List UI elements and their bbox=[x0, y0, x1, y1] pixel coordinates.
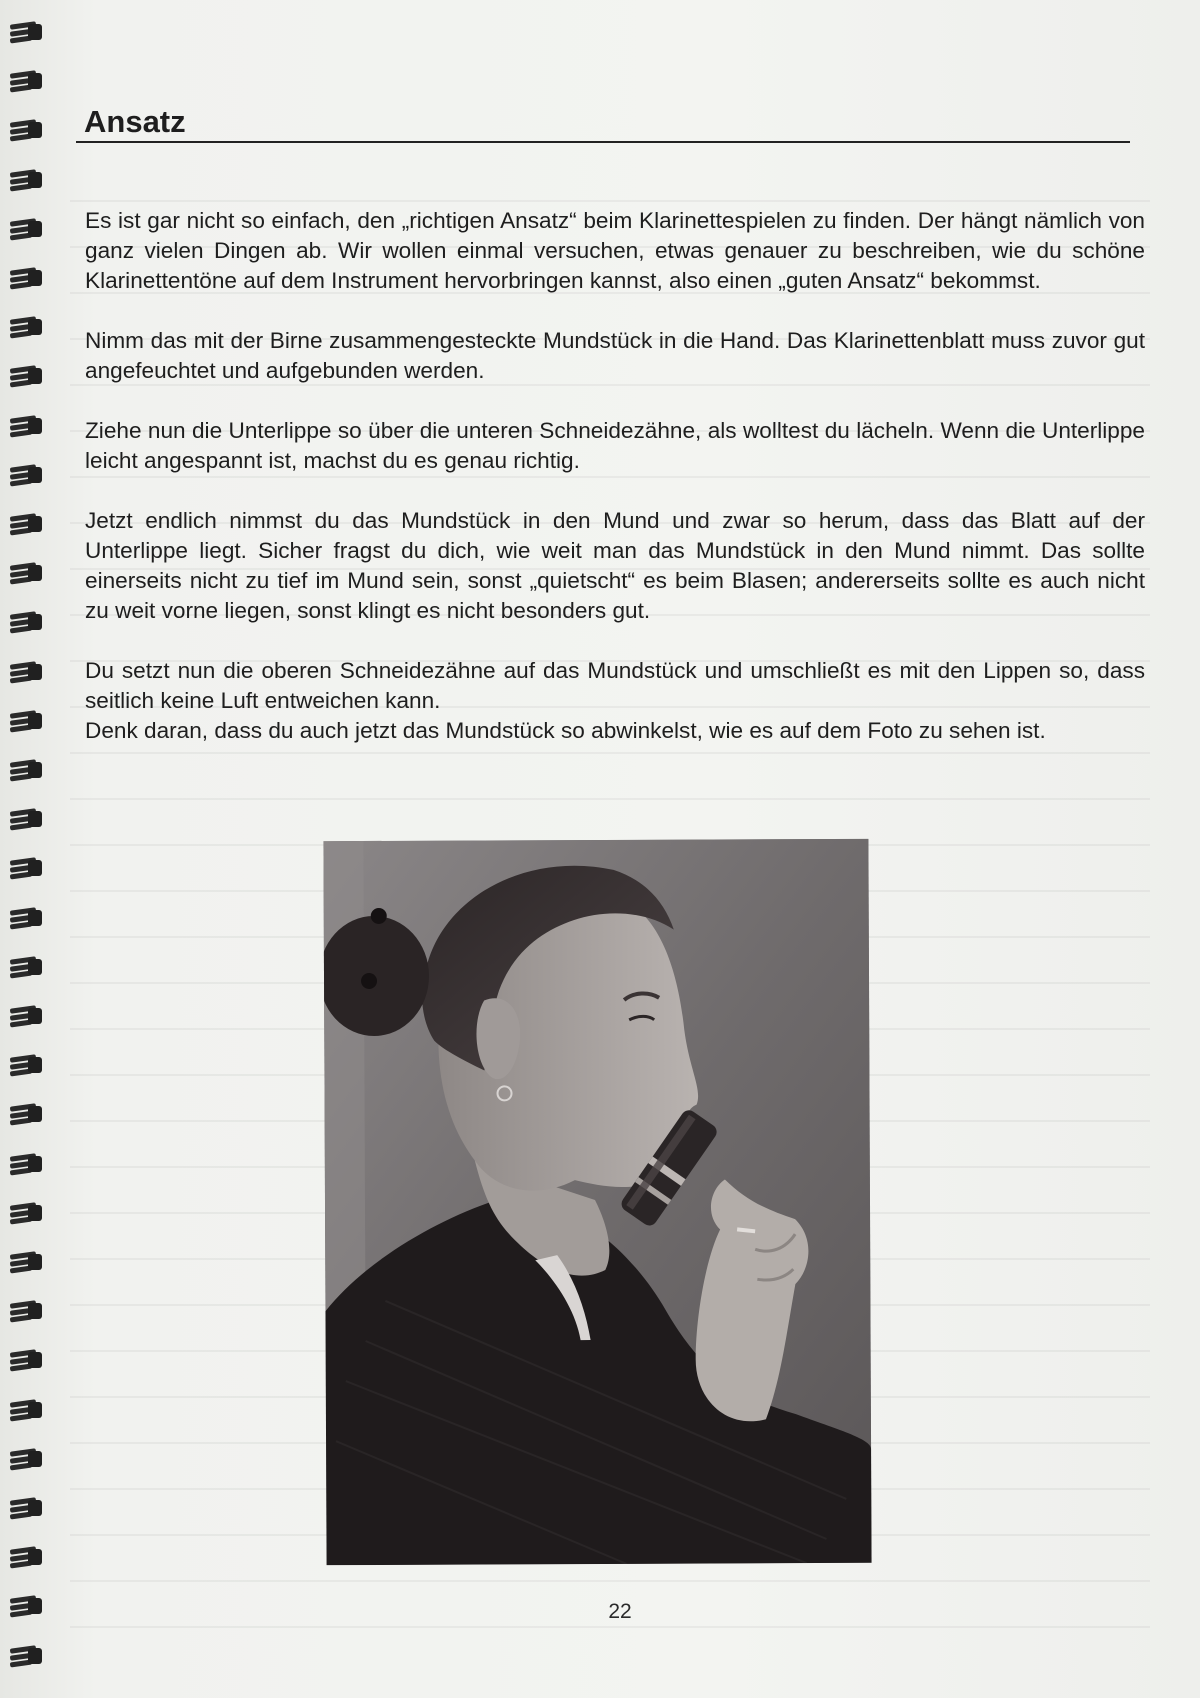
paragraph-angle: Denk daran, dass du auch jetzt das Mundstück so abwinkelst, wie es auf dem Foto zu sehen ist. bbox=[85, 718, 1046, 743]
spiral-coil bbox=[10, 315, 42, 339]
spiral-coil bbox=[10, 1250, 42, 1274]
spiral-coil bbox=[10, 709, 42, 733]
paragraph-lower-lip: Ziehe nun die Unterlippe so über die unteren Schneidezähne, als wolltest du lächeln. Wenn die Unterlippe leicht angespannt ist, machst du es genau richtig. bbox=[85, 418, 1145, 473]
spiral-coil bbox=[10, 69, 42, 93]
spiral-coil bbox=[10, 1496, 42, 1520]
spiral-coil bbox=[10, 1545, 42, 1569]
spiral-coil bbox=[10, 955, 42, 979]
embouchure-photo bbox=[323, 839, 871, 1565]
spiral-coil bbox=[10, 1201, 42, 1225]
spiral-coil bbox=[10, 512, 42, 536]
spiral-coil bbox=[10, 1152, 42, 1176]
spiral-coil bbox=[10, 660, 42, 684]
spiral-coil bbox=[10, 364, 42, 388]
spiral-coil bbox=[10, 266, 42, 290]
page-heading: Ansatz bbox=[84, 104, 186, 139]
spiral-coil bbox=[10, 20, 42, 44]
spiral-coil bbox=[10, 414, 42, 438]
heading-underline bbox=[76, 141, 1130, 143]
paragraph-intro: Es ist gar nicht so einfach, den „richtigen Ansatz“ beim Klarinettespielen zu finden. Der hängt nämlich von ganz vielen Dingen ab. Wir wollen einmal versuchen, etwas genauer zu beschreiben, wie du schöne Klarinettentöne auf dem Instrument hervorbringen kannst, also einen „guten Ansatz“ bekommst. bbox=[85, 208, 1145, 293]
spiral-coil bbox=[10, 118, 42, 142]
spiral-binding bbox=[4, 20, 48, 1690]
paragraph-mouthpiece: Nimm das mit der Birne zusammengesteckte Mundstück in die Hand. Das Klarinettenblatt muss zuvor gut angefeuchtet und aufgebunden werden. bbox=[85, 328, 1145, 383]
spiral-coil bbox=[10, 1447, 42, 1471]
body-text bbox=[85, 206, 1145, 776]
spiral-coil bbox=[10, 758, 42, 782]
spiral-coil bbox=[10, 217, 42, 241]
spiral-coil bbox=[10, 1644, 42, 1668]
spiral-coil bbox=[10, 1398, 42, 1422]
spiral-coil bbox=[10, 1299, 42, 1323]
spiral-coil bbox=[10, 610, 42, 634]
spiral-coil bbox=[10, 856, 42, 880]
spiral-coil bbox=[10, 168, 42, 192]
spiral-coil bbox=[10, 1348, 42, 1372]
spiral-coil bbox=[10, 1053, 42, 1077]
spiral-coil bbox=[10, 1004, 42, 1028]
spiral-coil bbox=[10, 561, 42, 585]
spiral-coil bbox=[10, 1102, 42, 1126]
spiral-coil bbox=[10, 807, 42, 831]
paragraph-upper-teeth: Du setzt nun die oberen Schneidezähne auf das Mundstück und umschließt es mit den Lippen so, dass seitlich keine Luft entweichen kann. bbox=[85, 658, 1145, 713]
paragraph-insert-mouthpiece: Jetzt endlich nimmst du das Mundstück in den Mund und zwar so herum, dass das Blatt auf der Unterlippe liegt. Sicher fragst du dich, wie weit man das Mundstück in den Mund nimmt. Das sollte einerseits nicht zu tief im Mund sein, sonst „quietscht“ es beim Blasen; andererseits sollte es auch nicht zu weit vorne liegen, sonst klingt es nicht besonders gut. bbox=[85, 508, 1145, 623]
page-number: 22 bbox=[608, 1600, 632, 1623]
spiral-coil bbox=[10, 463, 42, 487]
spiral-coil bbox=[10, 906, 42, 930]
